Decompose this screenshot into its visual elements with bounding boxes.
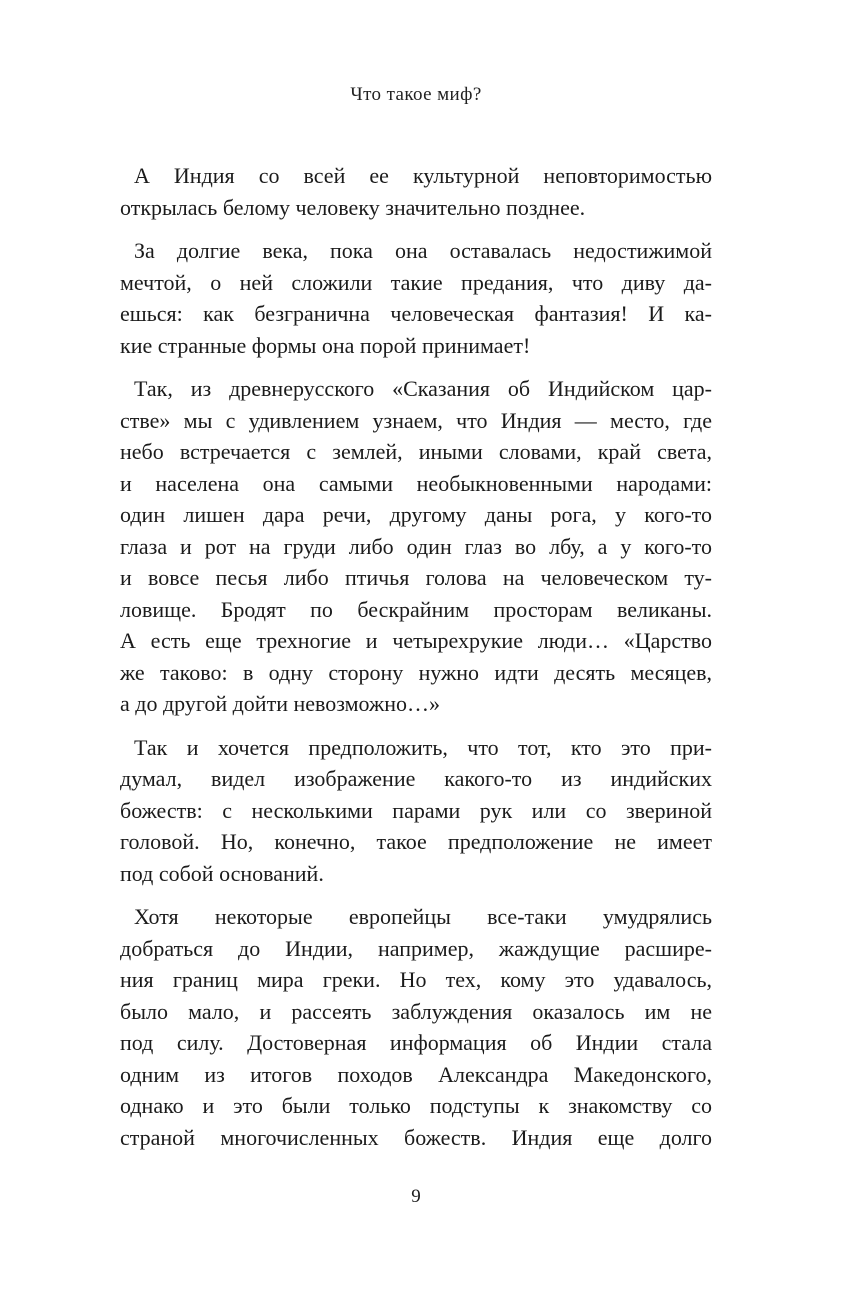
text-line: Так и хочется предположить, что тот, кто это при- — [134, 734, 712, 760]
text-line: думал, видел изображение какого-то из индийских — [120, 766, 712, 791]
text-line: однако и это были только подступы к знакомству со — [120, 1093, 712, 1118]
text-line: ешься: как безгранична человеческая фантазия! И ка- — [120, 301, 712, 326]
text-line: Хотя некоторые европейцы все-таки умудрялись — [134, 904, 712, 929]
text-line: добраться до Индии, например, жаждущие расшире- — [120, 935, 712, 961]
text-line: небо встречается с землей, иными словами, край света, — [120, 439, 712, 464]
text-line: один лишен дара речи, другому даны рога, у кого-то — [120, 502, 712, 527]
text-line: головой. Но, конечно, такое предположение не имеет — [120, 829, 712, 854]
text-line: А Индия со всей ее культурной неповторимостью — [134, 163, 712, 188]
text-line: кие странные формы она порой принимает! — [120, 332, 531, 358]
text-line: Так, из древнерусского «Сказания об Индийском цар- — [134, 376, 712, 401]
text-line: А есть еще трехногие и четырехрукие люди… «Царство — [120, 628, 712, 653]
text-line: и вовсе песья либо птичья голова на человеческом ту- — [120, 565, 712, 590]
text-line: а до другой дойти невозможно…» — [120, 691, 440, 716]
text-line: под собой оснований. — [120, 860, 324, 886]
text-line: ния границ мира греки. Но тех, кому это удавалось, — [120, 967, 712, 992]
text-line: под силу. Достоверная информация об Индии стала — [120, 1030, 712, 1055]
text-line: глаза и рот на груди либо один глаз во лбу, а у кого-то — [120, 533, 712, 559]
text-line: мечтой, о ней сложили такие предания, что диву да- — [120, 269, 712, 295]
text-line: страной многочисленных божеств. Индия еще долго — [120, 1124, 712, 1150]
page-number: 9 — [411, 1186, 421, 1207]
paragraph — [120, 901, 712, 1153]
text-block — [120, 160, 712, 1153]
text-line: За долгие века, пока она оставалась недостижимой — [134, 238, 712, 263]
text-line: же таково: в одну сторону нужно идти десять месяцев, — [120, 659, 712, 685]
text-line: стве» мы с удивлением узнаем, что Индия — место, где — [120, 407, 712, 433]
text-line: одним из итогов походов Александра Македонского, — [120, 1061, 712, 1087]
paragraph — [120, 732, 712, 890]
text-line: открылась белому человеку значительно позднее. — [120, 194, 586, 220]
paragraph — [120, 235, 712, 361]
text-line: божеств: с несколькими парами рук или со звериной — [120, 797, 712, 823]
text-line: было мало, и рассеять заблуждения оказалось им не — [120, 998, 712, 1024]
paragraph — [120, 160, 712, 223]
text-line: ловище. Бродят по бескрайним просторам великаны. — [120, 596, 712, 622]
paragraph — [120, 373, 712, 720]
text-line: и населена она самыми необыкновенными народами: — [120, 470, 712, 496]
running-head: Что такое миф? — [350, 84, 482, 105]
